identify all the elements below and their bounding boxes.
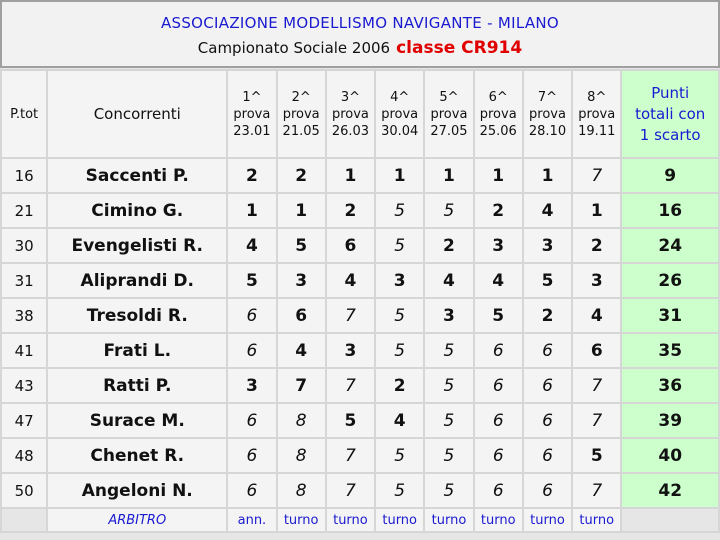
header-row: [2, 71, 718, 157]
score-cell: 3: [475, 229, 522, 262]
arbitro-cell: turno: [278, 509, 325, 531]
score-cell: 6: [524, 369, 571, 402]
score-cell: 1: [327, 159, 374, 192]
score-cell: 5: [524, 264, 571, 297]
total-cell: 35: [622, 334, 718, 367]
score-cell: 6: [524, 404, 571, 437]
total-cell: 24: [622, 229, 718, 262]
score-cell: 6: [475, 404, 522, 437]
score-cell: 5: [475, 299, 522, 332]
standings-table: [0, 69, 720, 533]
score-cell: 1: [475, 159, 522, 192]
score-cell: 6: [228, 299, 275, 332]
score-cell: 5: [425, 474, 472, 507]
score-cell: 5: [376, 229, 423, 262]
score-cell: 3: [524, 229, 571, 262]
competitor-name: Saccenti P.: [48, 159, 226, 192]
ptot-cell: 47: [2, 404, 46, 437]
footer-blank: [622, 509, 718, 531]
score-cell: 7: [327, 369, 374, 402]
score-cell: 6: [475, 369, 522, 402]
concorrenti-header: Concorrenti: [48, 71, 226, 157]
score-cell: 8: [278, 474, 325, 507]
score-cell: 4: [376, 404, 423, 437]
score-cell: 4: [475, 264, 522, 297]
score-cell: 2: [475, 194, 522, 227]
competitor-name: Evengelisti R.: [48, 229, 226, 262]
score-cell: 5: [376, 334, 423, 367]
championship-name: Campionato Sociale 2006: [197, 39, 391, 57]
score-cell: 1: [573, 194, 620, 227]
competitor-name: Cimino G.: [48, 194, 226, 227]
score-cell: 6: [228, 474, 275, 507]
score-cell: 3: [327, 334, 374, 367]
score-cell: 1: [524, 159, 571, 192]
score-cell: 4: [278, 334, 325, 367]
score-cell: 3: [376, 264, 423, 297]
score-cell: 4: [228, 229, 275, 262]
score-cell: 5: [228, 264, 275, 297]
score-cell: 6: [228, 404, 275, 437]
prova-header: 3^ prova 26.03: [327, 71, 374, 157]
competitor-name: Chenet R.: [48, 439, 226, 472]
total-cell: 39: [622, 404, 718, 437]
score-cell: 5: [425, 334, 472, 367]
prova-header: 8^ prova 19.11: [573, 71, 620, 157]
total-cell: 40: [622, 439, 718, 472]
score-cell: 5: [376, 299, 423, 332]
association-title: ASSOCIAZIONE MODELLISMO NAVIGANTE - MILANO: [160, 14, 560, 32]
ptot-cell: 50: [2, 474, 46, 507]
score-cell: 5: [376, 439, 423, 472]
total-cell: 42: [622, 474, 718, 507]
arbitro-cell: turno: [376, 509, 423, 531]
score-cell: 1: [376, 159, 423, 192]
table-row: [2, 159, 718, 192]
punti-header: Punti totali con 1 scarto: [622, 71, 718, 157]
ptot-cell: 41: [2, 334, 46, 367]
competitor-name: Tresoldi R.: [48, 299, 226, 332]
score-cell: 2: [278, 159, 325, 192]
score-cell: 6: [327, 229, 374, 262]
score-cell: 6: [524, 439, 571, 472]
score-cell: 7: [327, 439, 374, 472]
total-cell: 31: [622, 299, 718, 332]
ptot-cell: 48: [2, 439, 46, 472]
score-cell: 5: [425, 194, 472, 227]
ptot-cell: 16: [2, 159, 46, 192]
prova-header: 4^ prova 30.04: [376, 71, 423, 157]
score-cell: 4: [524, 194, 571, 227]
score-cell: 7: [573, 474, 620, 507]
score-cell: 6: [278, 299, 325, 332]
score-cell: 6: [475, 439, 522, 472]
score-cell: 8: [278, 439, 325, 472]
competitor-name: Surace M.: [48, 404, 226, 437]
score-cell: 3: [573, 264, 620, 297]
footer-blank: [2, 509, 46, 531]
score-cell: 5: [327, 404, 374, 437]
total-cell: 16: [622, 194, 718, 227]
arbitro-cell: turno: [425, 509, 472, 531]
score-cell: 7: [573, 404, 620, 437]
score-cell: 2: [228, 159, 275, 192]
total-cell: 26: [622, 264, 718, 297]
score-cell: 5: [573, 439, 620, 472]
table-row: [2, 299, 718, 332]
table-row: [2, 264, 718, 297]
table-row: [2, 334, 718, 367]
arbitro-label: ARBITRO: [48, 509, 226, 531]
competitor-name: Frati L.: [48, 334, 226, 367]
table-row: [2, 194, 718, 227]
score-cell: 7: [278, 369, 325, 402]
prova-header: 6^ prova 25.06: [475, 71, 522, 157]
score-cell: 3: [278, 264, 325, 297]
score-cell: 6: [475, 474, 522, 507]
competitor-name: Aliprandi D.: [48, 264, 226, 297]
score-cell: 1: [278, 194, 325, 227]
score-cell: 3: [425, 299, 472, 332]
score-cell: 3: [228, 369, 275, 402]
score-cell: 2: [573, 229, 620, 262]
arbitro-cell: turno: [475, 509, 522, 531]
score-cell: 4: [573, 299, 620, 332]
score-cell: 5: [425, 439, 472, 472]
title-banner: [0, 0, 720, 68]
score-cell: 1: [425, 159, 472, 192]
score-cell: 6: [573, 334, 620, 367]
ptot-cell: 38: [2, 299, 46, 332]
arbitro-cell: ann.: [228, 509, 275, 531]
table-row: [2, 369, 718, 402]
score-cell: 5: [425, 369, 472, 402]
score-cell: 6: [475, 334, 522, 367]
competitor-name: Angeloni N.: [48, 474, 226, 507]
score-cell: 4: [327, 264, 374, 297]
ptot-cell: 30: [2, 229, 46, 262]
score-cell: 8: [278, 404, 325, 437]
score-cell: 7: [327, 474, 374, 507]
score-cell: 6: [228, 334, 275, 367]
championship-subtitle: [2, 38, 718, 58]
score-cell: 7: [327, 299, 374, 332]
prova-header: 2^ prova 21.05: [278, 71, 325, 157]
score-cell: 2: [425, 229, 472, 262]
arbitro-cell: turno: [524, 509, 571, 531]
ptot-header: P.tot: [2, 71, 46, 157]
score-cell: 6: [524, 334, 571, 367]
score-cell: 2: [524, 299, 571, 332]
score-cell: 5: [376, 474, 423, 507]
score-cell: 6: [228, 439, 275, 472]
score-cell: 5: [376, 194, 423, 227]
score-cell: 2: [376, 369, 423, 402]
score-cell: 5: [425, 404, 472, 437]
prova-header: 7^ prova 28.10: [524, 71, 571, 157]
table-row: [2, 404, 718, 437]
score-cell: 7: [573, 369, 620, 402]
table-row: [2, 439, 718, 472]
score-cell: 6: [524, 474, 571, 507]
score-cell: 5: [278, 229, 325, 262]
score-cell: 2: [327, 194, 374, 227]
table-row: [2, 229, 718, 262]
prova-header: 5^ prova 27.05: [425, 71, 472, 157]
class-label: classe CR914: [396, 38, 523, 58]
score-cell: 7: [573, 159, 620, 192]
ptot-cell: 21: [2, 194, 46, 227]
arbitro-cell: turno: [327, 509, 374, 531]
ptot-cell: 31: [2, 264, 46, 297]
score-cell: 1: [228, 194, 275, 227]
ptot-cell: 43: [2, 369, 46, 402]
score-cell: 4: [425, 264, 472, 297]
table-row: [2, 474, 718, 507]
competitor-name: Ratti P.: [48, 369, 226, 402]
prova-header: 1^ prova 23.01: [228, 71, 275, 157]
arbitro-cell: turno: [573, 509, 620, 531]
footer-row: [2, 509, 718, 531]
total-cell: 36: [622, 369, 718, 402]
total-cell: 9: [622, 159, 718, 192]
